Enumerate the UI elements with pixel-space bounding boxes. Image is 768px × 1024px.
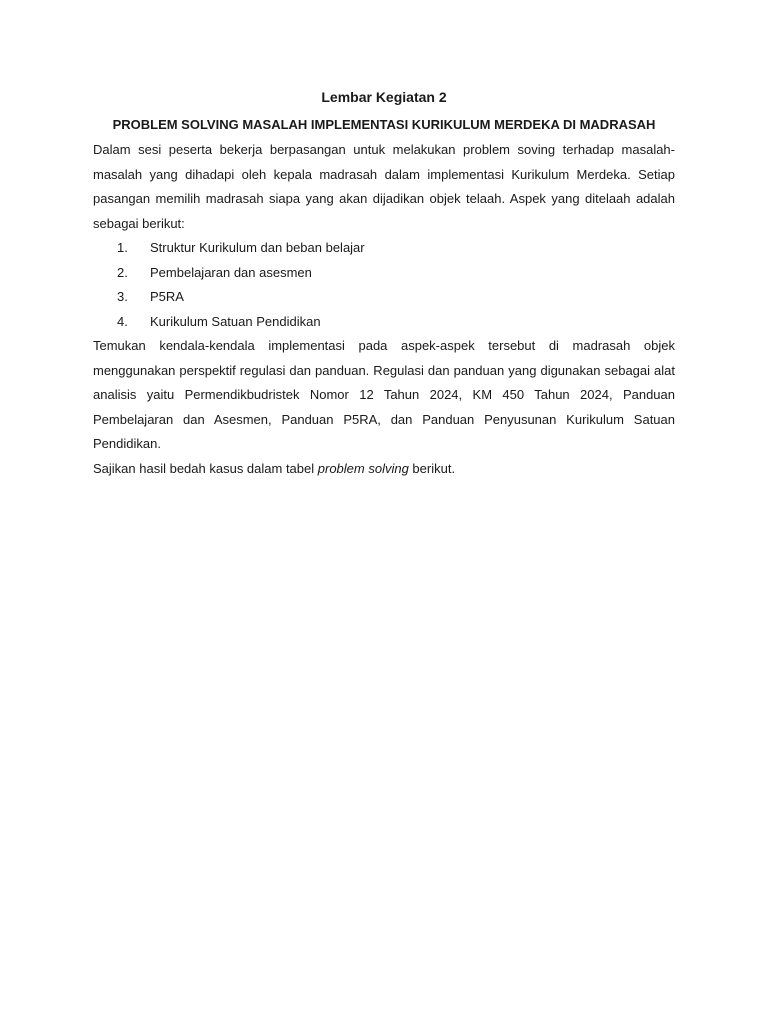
list-item: [93, 261, 675, 286]
closing-emphasis: problem solving: [317, 460, 409, 476]
list-item-number: 1.: [117, 240, 128, 255]
list-item-text: Struktur Kurikulum dan beban belajar: [150, 240, 365, 255]
document-subtitle: PROBLEM SOLVING MASALAH IMPLEMENTASI KURIKULUM MERDEKA DI MADRASAH: [112, 117, 656, 132]
list-item-text: P5RA: [150, 289, 184, 304]
list-item-number: 3.: [117, 289, 128, 304]
list-item-text: Kurikulum Satuan Pendidikan: [150, 313, 321, 329]
list-item: [93, 236, 675, 261]
document-title: Lembar Kegiatan 2: [321, 89, 447, 105]
instructions-paragraph: Temukan kendala-kendala implementasi pada aspek-aspek tersebut di madrasah objek menggunakan perspektif regulasi dan panduan. Regulasi dan panduan yang digunakan sebagai alat analisis yaitu Permendikbudristek Nomor 12 Tahun 2024, KM 450 Tahun 2024, Panduan Pembelajaran dan Asesmen, Panduan P5RA, dan Panduan Penyusunan Kurikulum Satuan Pendidikan.: [93, 338, 675, 451]
list-item-text: Pembelajaran dan asesmen: [150, 264, 312, 280]
aspect-list: [93, 236, 675, 334]
list-item-number: 4.: [117, 313, 128, 329]
document-page: [93, 86, 675, 481]
closing-text-before: Sajikan hasil bedah kasus dalam tabel: [93, 460, 318, 476]
closing-text-after: berikut.: [408, 460, 456, 476]
list-item: [93, 310, 675, 335]
list-item: [93, 285, 675, 310]
intro-paragraph: Dalam sesi peserta bekerja berpasangan untuk melakukan problem soving terhadap masalah-masalah yang dihadapi oleh kepala madrasah dalam implementasi Kurikulum Merdeka. Setiap pasangan memilih madrasah siapa yang akan dijadikan objek telaah. Aspek yang ditelaah adalah sebagai berikut:: [93, 142, 675, 231]
closing-paragraph: [93, 457, 675, 482]
list-item-number: 2.: [117, 264, 128, 280]
